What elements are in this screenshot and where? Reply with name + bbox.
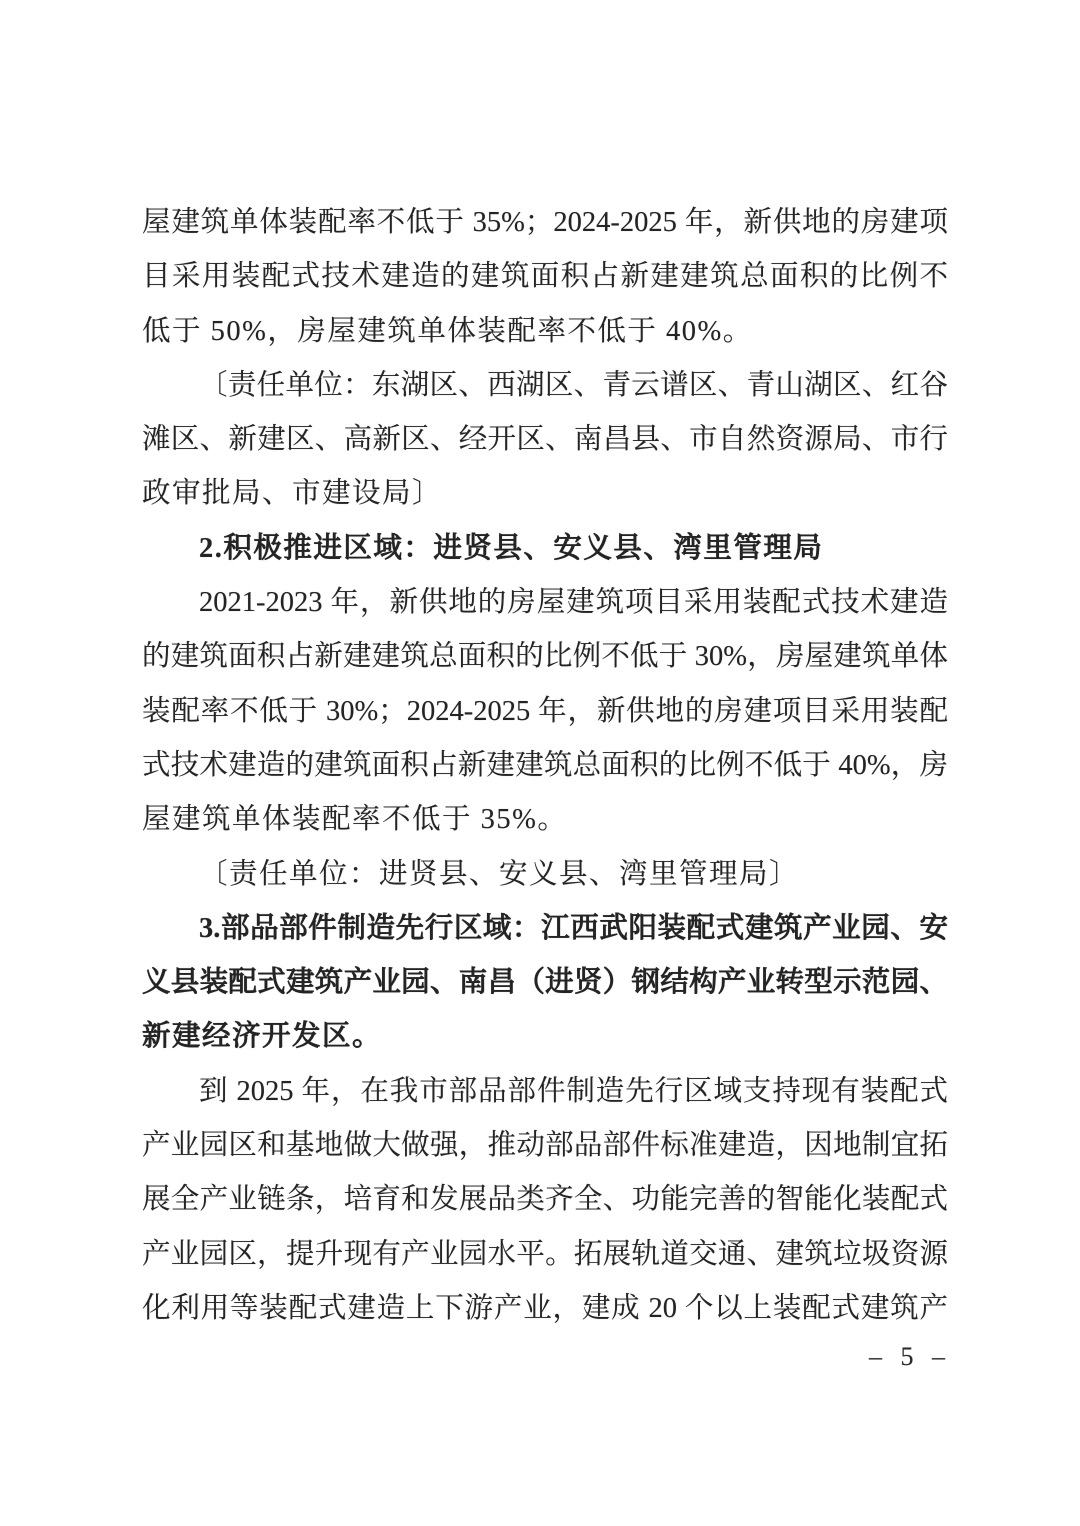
text-line: 展全产业链条，培育和发展品类齐全、功能完善的智能化装配式 bbox=[142, 1184, 948, 1216]
text-line: 义县装配式建筑产业园、南昌（进贤）钢结构产业转型示范园、 bbox=[142, 967, 948, 999]
text-line: 2.积极推进区域：进贤县、安义县、湾里管理局 bbox=[199, 532, 824, 564]
text-line: 新建经济开发区。 bbox=[142, 1021, 383, 1053]
text-line: 产业园区，提升现有产业园水平。拓展轨道交通、建筑垃圾资源 bbox=[142, 1238, 948, 1270]
text-line: 低于 50%，房屋建筑单体装配率不低于 40%。 bbox=[142, 315, 753, 347]
text-line: 到 2025 年，在我市部品部件制造先行区域支持现有装配式 bbox=[199, 1075, 948, 1107]
text-line: 产业园区和基地做大做强，推动部品部件标准建造，因地制宜拓 bbox=[142, 1130, 948, 1162]
document-text-block bbox=[142, 196, 948, 1336]
text-line: 屋建筑单体装配率不低于 35%。 bbox=[142, 804, 568, 836]
text-line: 装配率不低于 30%；2024-2025 年，新供地的房建项目采用装配 bbox=[142, 695, 948, 727]
text-line: 屋建筑单体装配率不低于 35%；2024-2025 年，新供地的房建项 bbox=[142, 207, 948, 238]
page-number: – 5 – bbox=[869, 1342, 951, 1371]
text-line: 〔责任单位：东湖区、西湖区、青云谱区、青山湖区、红谷 bbox=[199, 369, 948, 401]
text-line: 目采用装配式技术建造的建筑面积占新建建筑总面积的比例不 bbox=[142, 261, 948, 293]
text-line: 3.部品部件制造先行区域：江西武阳装配式建筑产业园、安 bbox=[199, 912, 948, 944]
text-line: 2021-2023 年，新供地的房屋建筑项目采用装配式技术建造 bbox=[199, 587, 948, 619]
text-line: 〔责任单位：进贤县、安义县、湾里管理局〕 bbox=[199, 858, 800, 890]
text-line: 政审批局、市建设局〕 bbox=[142, 478, 443, 510]
text-line: 式技术建造的建筑面积占新建建筑总面积的比例不低于 40%，房 bbox=[142, 749, 948, 781]
text-line: 的建筑面积占新建建筑总面积的比例不低于 30%，房屋建筑单体 bbox=[142, 641, 948, 673]
text-line: 化利用等装配式建造上下游产业，建成 20 个以上装配式建筑产 bbox=[142, 1292, 948, 1324]
text-line: 滩区、新建区、高新区、经开区、南昌县、市自然资源局、市行 bbox=[142, 424, 948, 456]
